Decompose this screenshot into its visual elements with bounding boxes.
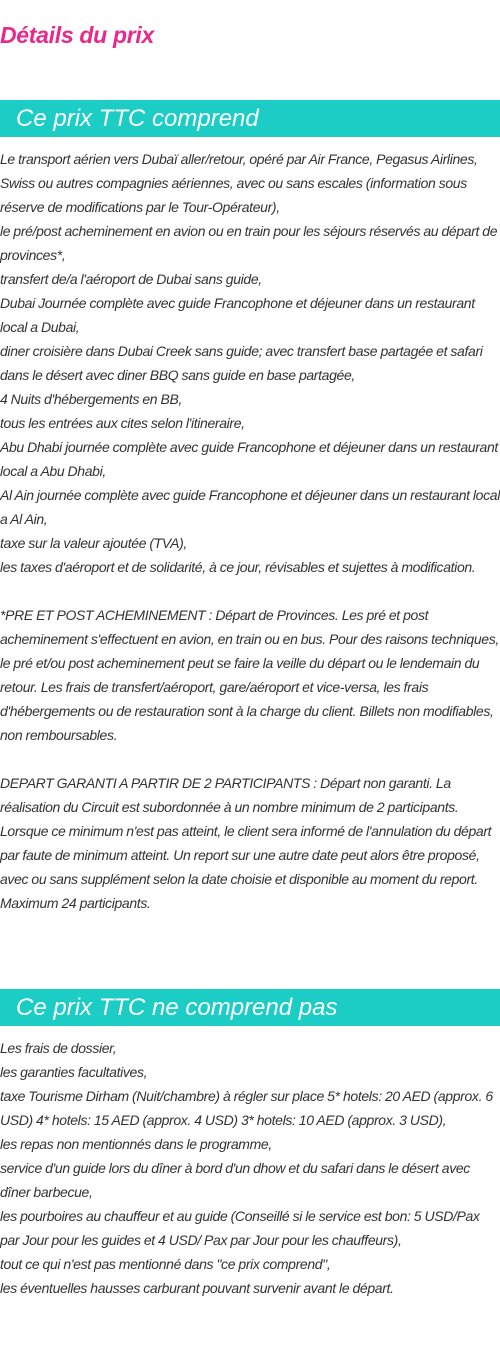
- includes-item: 4 Nuits d'hébergements en BB,: [0, 391, 182, 407]
- excludes-item: Les frais de dossier,: [0, 1040, 117, 1056]
- includes-item: diner croisière dans Dubai Creek sans guide; avec transfert base partagée et safari dans le désert avec diner BBQ sans guide en base partagée,: [0, 343, 483, 383]
- paragraph-spacer: [0, 747, 500, 771]
- excludes-item: les garanties facultatives,: [0, 1064, 148, 1080]
- excludes-section: [0, 1036, 500, 1300]
- excludes-item: les pourboires au chauffeur et au guide (Conseillé si le service est bon: 5 USD/Pax par Jour pour les guides et 4 USD/ Pax par Jour pour les chauffeurs),: [0, 1208, 480, 1248]
- includes-item: le pré/post acheminement en avion ou en train pour les séjours réservés au départ de provinces*,: [0, 223, 498, 263]
- includes-item: Abu Dhabi journée complète avec guide Francophone et déjeuner dans un restaurant local a Abu Dhabi,: [0, 439, 498, 479]
- includes-item: Al Ain journée complète avec guide Francophone et déjeuner dans un restaurant local a Al Ain,: [0, 487, 500, 527]
- excludes-item: service d'un guide lors du dîner à bord d'un dhow et du safari dans le désert avec dîner barbecue,: [0, 1160, 470, 1200]
- includes-item: Le transport aérien vers Dubaï aller/retour, opéré par Air France, Pegasus Airlines, Swiss ou autres compagnies aériennes, avec ou sans escales (information sous réserve de modifications par le Tour-Opérateur),: [0, 151, 478, 215]
- acheminement-note: *PRE ET POST ACHEMINEMENT : Départ de Provinces. Les pré et post acheminement s'effectuent en avion, en train ou en bus. Pour des raisons techniques, le pré et/ou post acheminement peut se faire la veille du départ ou le lendemain du retour. Les frais de transfert/aéroport, gare/aéroport et vice-versa, les frais d'hébergements ou de restauration sont à la charge du client. Billets non modifiables, non remboursables.: [0, 607, 499, 743]
- depart-garanti-note: DEPART GARANTI A PARTIR DE 2 PARTICIPANTS : Départ non garanti. La réalisation du Circuit est subordonnée à un nombre minimum de 2 participants. Lorsque ce minimum n'est pas atteint, le client sera informé de l'annulation du départ par faute de minimum atteint. Un report sur une autre date peut alors être proposé, avec ou sans supplément selon la date choisie et disponible au moment du report. Maximum 24 participants.: [0, 775, 492, 911]
- page-title: Détails du prix: [0, 22, 154, 48]
- includes-item: Dubai Journée complète avec guide Francophone et déjeuner dans un restaurant local a Dubai,: [0, 295, 475, 335]
- excludes-item: tout ce qui n'est pas mentionné dans "ce prix comprend",: [0, 1256, 331, 1272]
- excludes-item: taxe Tourisme Dirham (Nuit/chambre) à régler sur place 5* hotels: 20 AED (approx. 6 USD) 4* hotels: 15 AED (approx. 4 USD) 3* hotels: 10 AED (approx. 3 USD),: [0, 1088, 493, 1128]
- includes-heading: Ce prix TTC comprend: [0, 100, 500, 137]
- includes-item: taxe sur la valeur ajoutée (TVA),: [0, 535, 187, 551]
- paragraph-spacer: [0, 579, 500, 603]
- includes-item: tous les entrées aux cites selon l'itineraire,: [0, 415, 245, 431]
- excludes-heading: Ce prix TTC ne comprend pas: [0, 989, 500, 1026]
- includes-item: les taxes d'aéroport et de solidarité, à ce jour, révisables et sujettes à modification.: [0, 559, 476, 575]
- excludes-item: les éventuelles hausses carburant pouvant survenir avant le départ.: [0, 1280, 394, 1296]
- excludes-item: les repas non mentionnés dans le programme,: [0, 1136, 272, 1152]
- includes-section: [0, 147, 500, 915]
- includes-item: transfert de/a l'aéroport de Dubai sans guide,: [0, 271, 262, 287]
